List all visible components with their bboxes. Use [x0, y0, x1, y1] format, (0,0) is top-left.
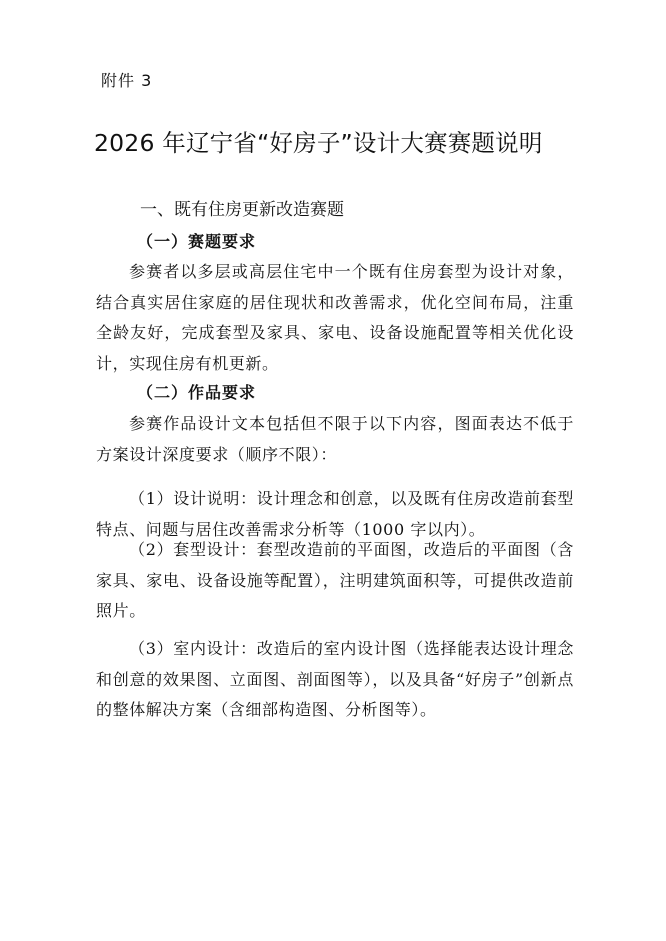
subsection-heading-deliverables: （二）作品要求: [137, 383, 257, 402]
deliverable-item-unit-design: （2）套型设计：套型改造前的平面图，改造后的平面图（含家具、家电、设备设施等配置），注明建筑面积等，可提供改造前照片。: [96, 540, 574, 620]
deliverable-item-interior-design: （3）室内设计：改造后的室内设计图（选择能表达设计理念和创意的效果图、立面图、剖面图等），以及具备“好房子”创新点的整体解决方案（含细部构造图、分析图等）。: [96, 639, 574, 719]
subsection-heading-requirements: （一）赛题要求: [137, 232, 257, 251]
attachment-label: 附件 3: [101, 71, 153, 90]
deliverables-intro: 参赛作品设计文本包括但不限于以下内容，图面表达不低于方案设计深度要求（顺序不限）：: [96, 414, 574, 464]
section-heading: 一、既有住房更新改造赛题: [140, 200, 344, 220]
deliverable-item-design-statement: （1）设计说明：设计理念和创意，以及既有住房改造前套型特点、问题与居住改善需求分析等（1000 字以内）。: [96, 489, 574, 539]
requirements-paragraph: 参赛者以多层或高层住宅中一个既有住房套型为设计对象，结合真实居住家庭的居住现状和改善需求，优化空间布局，注重全龄友好，完成套型及家具、家电、设备设施配置等相关优化设计，实现住房有机更新。: [96, 262, 574, 373]
document-title: 2026 年辽宁省“好房子”设计大赛赛题说明: [94, 129, 543, 157]
